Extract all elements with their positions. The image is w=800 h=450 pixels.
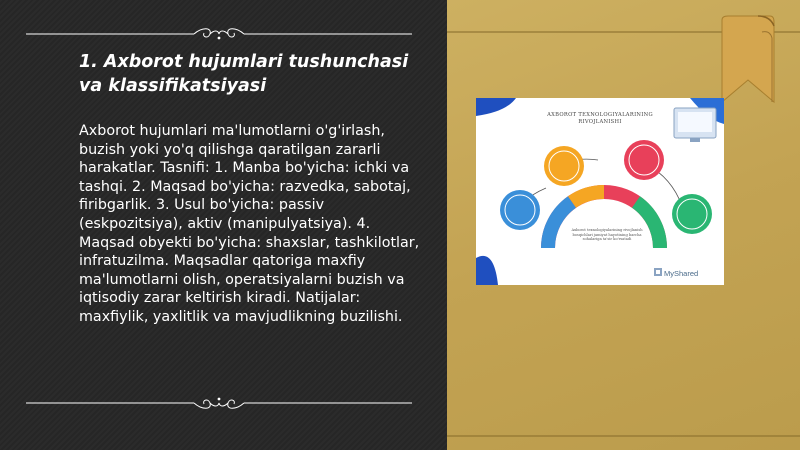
myshared-logo-icon bbox=[654, 268, 662, 276]
image-watermark: MyShared bbox=[664, 269, 699, 278]
infographic-graphic bbox=[476, 98, 724, 285]
gold-line-bottom bbox=[447, 435, 800, 437]
ornament-divider-icon bbox=[26, 27, 412, 41]
embedded-slide-image bbox=[476, 98, 724, 285]
image-caption: Axborot texnologiyalarining rivojlanish bosqichlari jamiyat hayotining barcha sohalariga ta'sir ko'rsatadi bbox=[571, 228, 643, 242]
bookmark-icon bbox=[718, 14, 778, 104]
image-title-line2: RIVOJLANISHI bbox=[578, 119, 622, 125]
ornament-divider-icon bbox=[26, 396, 412, 410]
image-title-line1: AXBOROT TEXNOLOGIYALARINING bbox=[547, 112, 653, 118]
slide-body-text: Axborot hujumlari ma'lumotlarni o'g'irlash, buzish yoki yo'q qilishga qaratilgan zararli harakatlar. Tasnifi: 1. Manba bo'yicha: ichki va tashqi. 2. Maqsad bo'yicha: razvedka, sabotaj, firibgarlik. 3. Usul bo'yicha: passiv (eskpozitsiya), aktiv (manipulyatsiya). 4. Maqsad obyekti bo'yicha: shaxslar, tashkilotlar, infratuzilma. Maqsadlar qatoriga maxfiy ma'lumotlarni olish, operatsiyalarni buzish va iqtisodiy zarar keltirish kiradi. Natijalar: maxfiylik, yaxlitlik va mavjudlikning buzilishi. bbox=[79, 123, 420, 325]
slide-title: 1. Axborot hujumlari tushunchasi va klassifikatsiyasi bbox=[79, 52, 409, 96]
